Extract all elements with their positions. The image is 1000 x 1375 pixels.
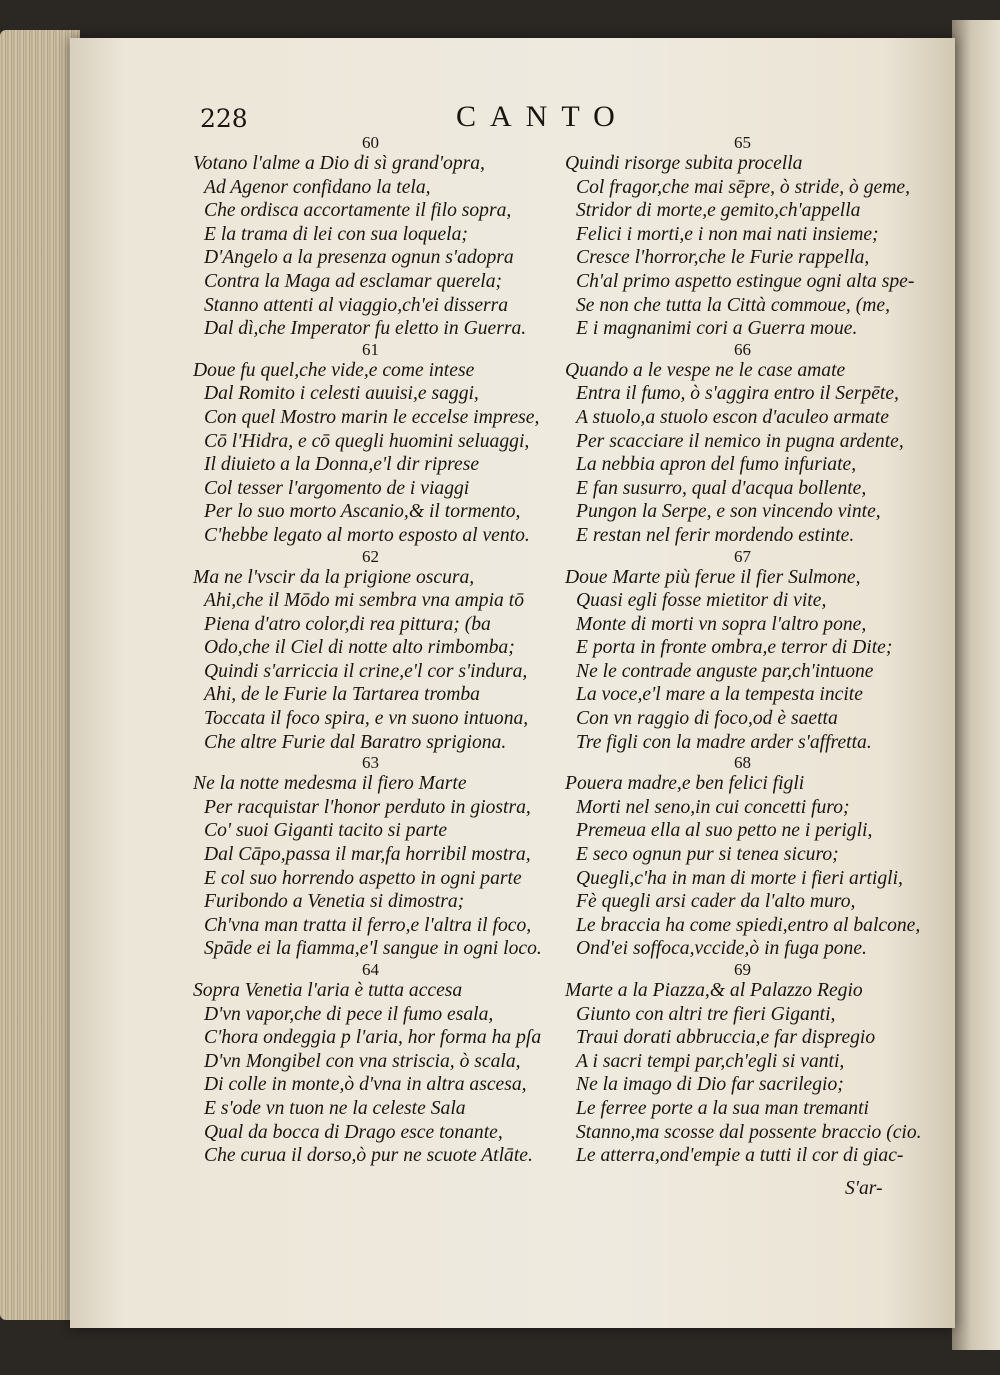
verse-line: Tre figli con la madre arder s'affretta. [576, 731, 872, 753]
stanza [193, 754, 548, 961]
verse-line: E seco ognun pur si tenea sicuro; [576, 844, 839, 866]
verse-line: La voce,e'l mare a la tempesta incite [576, 684, 863, 706]
verse-line: Doue fu quel,che vide,e come intese [193, 359, 475, 381]
verse-line: A stuolo,a stuolo escon d'aculeo armate [576, 406, 889, 428]
verse-line: Ch'vna man tratta il ferro,e l'altra il foco, [204, 914, 532, 936]
verse-line: Ma ne l'vscir da la prigione oscura, [193, 566, 475, 588]
verse-line: E porta in fronte ombra,e terror di Dite; [576, 637, 893, 659]
verse-line: Che ordisca accortamente il filo sopra, [204, 200, 512, 222]
verse-line: Odo,che il Ciel di notte alto rimbomba; [204, 637, 515, 659]
stanza-number: 62 [362, 546, 379, 566]
verse-line: Furibondo a Venetia si dimostra; [204, 891, 465, 913]
verse-line: Votano l'alme a Dio di sì grand'opra, [193, 153, 485, 174]
stanza-number: 63 [362, 753, 379, 773]
verse-line: D'vn vapor,che di pece il fumo esala, [204, 1003, 494, 1025]
verse-line: Toccata il foco spira, e vn suono intuona, [204, 708, 529, 730]
verse-line: Morti nel seno,in cui concetti furo; [576, 796, 850, 818]
page-number: 228 [200, 104, 248, 133]
verse-line: D'Angelo a la presenza ognun s'adopra [204, 247, 514, 269]
verse-line: Per racquistar l'honor perduto in giostra, [204, 796, 531, 818]
verse-line: E restan nel ferir mordendo estinte. [576, 524, 855, 546]
verse-line: E fan susurro, qual d'acqua bollente, [576, 477, 867, 499]
stanza-number: 61 [362, 339, 379, 359]
verse-line: Per lo suo morto Ascanio,& il tormento, [204, 501, 521, 523]
stanza-number: 68 [734, 753, 751, 773]
verse-line: Dal Romito i celesti auuisi,e saggi, [204, 383, 479, 405]
verse-line: Col tesser l'argomento de i viaggi [204, 477, 470, 499]
verse-line: Che altre Furie dal Baratro sprigiona. [204, 731, 507, 753]
verse-line: Con vn raggio di foco,od è saetta [576, 708, 838, 730]
verse-line: Col fragor,che mai sēpre, ò stride, ò geme, [576, 176, 910, 198]
right-column [565, 134, 920, 1168]
stanza [565, 961, 920, 1168]
verse-line: Quindi s'arriccia il crine,e'l cor s'indura, [204, 660, 528, 682]
verse-line: La nebbia apron del fumo infuriate, [576, 454, 857, 476]
verse-line: Ch'al primo aspetto estingue ogni alta spe- [576, 270, 915, 292]
verse-line: Quindi risorge subita procella [565, 153, 803, 174]
verse-line: E la trama di lei con sua loquela; [204, 223, 468, 245]
verse-line: C'hora ondeggia p l'aria, hor forma ha pſa [204, 1027, 542, 1049]
verse-line: Stanno,ma scosse dal possente braccio (cio. [576, 1121, 922, 1143]
verse-line: Fè quegli arsi cader da l'alto muro, [576, 891, 856, 913]
verse-line: Ahi, de le Furie la Tartarea tromba [204, 684, 480, 706]
verse-line: D'vn Mongibel con vna striscia, ò scala, [204, 1050, 521, 1072]
verse-line: Le braccia ha come spiedi,entro al balcone, [576, 914, 921, 936]
verse-line: Contra la Maga ad esclamar querela; [204, 270, 503, 292]
stanza-number: 65 [734, 133, 751, 152]
verse-line: Con quel Mostro marin le eccelse imprese, [204, 406, 540, 428]
stanza-number: 69 [734, 960, 751, 979]
verse-line: C'hebbe legato al morto esposto al vento. [204, 524, 530, 546]
verse-line: Se non che tutta la Città commoue, (me, [576, 294, 890, 316]
verse-line: Quasi egli fosse mietitor di vite, [576, 590, 827, 612]
running-head: CANTO [456, 100, 629, 133]
stanza [193, 961, 548, 1168]
stanza [565, 134, 920, 341]
verse-line: Ahi,che il Mōdo mi sembra vna ampia tō [204, 590, 524, 612]
verse-line: Spāde ei la fiamma,e'l sangue in ogni loco. [204, 938, 542, 960]
stanza-number: 60 [362, 133, 379, 152]
verse-line: Quegli,c'ha in man di morte i fieri artigli, [576, 867, 903, 889]
stanza [565, 341, 920, 548]
verse-line: Monte di morti vn sopra l'altro pone, [576, 613, 867, 635]
stanza [193, 134, 548, 341]
verse-line: Il diuieto a la Donna,e'l dir riprese [204, 454, 480, 476]
catchword: S'ar- [845, 1178, 883, 1199]
verse-line: E col suo horrendo aspetto in ogni parte [204, 867, 522, 889]
stanza [565, 548, 920, 755]
verse-line: Cresce l'horror,che le Furie rappella, [576, 247, 870, 269]
verse-line: E s'ode vn tuon ne la celeste Sala [204, 1097, 466, 1119]
verse-line: Ond'ei soffoca,vccide,ò in fuga pone. [576, 938, 867, 960]
stanza [193, 341, 548, 548]
verse-line: A i sacri tempi par,ch'egli si vanti, [576, 1050, 845, 1072]
verse-line: Le ferree porte a la sua man tremanti [576, 1097, 869, 1119]
verse-line: Che curua il dorso,ò pur ne scuote Atlāte. [204, 1145, 533, 1167]
verse-line: Qual da bocca di Drago esce tonante, [204, 1121, 503, 1143]
verse-line: Quando a le vespe ne le case amate [565, 359, 846, 381]
stanza [193, 548, 548, 755]
verse-line: Dal Cāpo,passa il mar,fa horribil mostra, [204, 844, 531, 866]
verse-line: Ne la imago di Dio far sacrilegio; [576, 1074, 844, 1096]
verse-line: Marte a la Piazza,& al Palazzo Regio [565, 980, 863, 1001]
verse-line: Premeua ella al suo petto ne i perigli, [576, 820, 873, 842]
stanza [565, 754, 920, 961]
verse-line: Stridor di morte,e gemito,ch'appella [576, 200, 861, 222]
verse-line: Dal dì,che Imperator fu eletto in Guerra. [204, 318, 527, 340]
verse-line: Stanno attenti al viaggio,ch'ei disserra [204, 294, 509, 316]
verse-line: E i magnanimi cori a Guerra moue. [576, 318, 858, 340]
verse-line: Doue Marte più ferue il fier Sulmone, [565, 566, 861, 588]
verse-line: Sopra Venetia l'aria è tutta accesa [193, 980, 463, 1001]
verse-line: Ne la notte medesma il fiero Marte [193, 773, 467, 795]
verse-line: Co' suoi Giganti tacito si parte [204, 820, 448, 842]
verse-line: Pungon la Serpe, e son vincendo vinte, [576, 501, 881, 523]
verse-line: Traui dorati abbruccia,e far dispregio [576, 1027, 876, 1049]
book-gutter [952, 20, 1000, 1350]
verse-line: Giunto con altri tre fieri Giganti, [576, 1003, 836, 1025]
verse-line: Ad Agenor confidano la tela, [204, 176, 431, 198]
verse-line: Entra il fumo, ò s'aggira entro il Serpēte, [576, 383, 899, 405]
stanza-number: 64 [362, 960, 379, 979]
verse-line: Ne le contrade anguste par,ch'intuone [576, 660, 874, 682]
left-column [193, 134, 548, 1168]
stanza-number: 67 [734, 546, 751, 566]
verse-line: Le atterra,ond'empie a tutti il cor di giac- [576, 1145, 904, 1167]
verse-line: Cō l'Hidra, e cō quegli huomini seluaggi, [204, 430, 530, 452]
verse-line: Di colle in monte,ò d'vna in altra ascesa, [204, 1074, 527, 1096]
verse-line: Pouera madre,e ben felici figli [565, 773, 805, 795]
verse-line: Per scacciare il nemico in pugna ardente, [576, 430, 904, 452]
verse-line: Piena d'atro color,di rea pittura; (ba [204, 613, 491, 635]
verse-line: Felici i morti,e i non mai nati insieme; [576, 223, 879, 245]
stanza-number: 66 [734, 339, 751, 359]
book-page-edges [0, 30, 80, 1320]
